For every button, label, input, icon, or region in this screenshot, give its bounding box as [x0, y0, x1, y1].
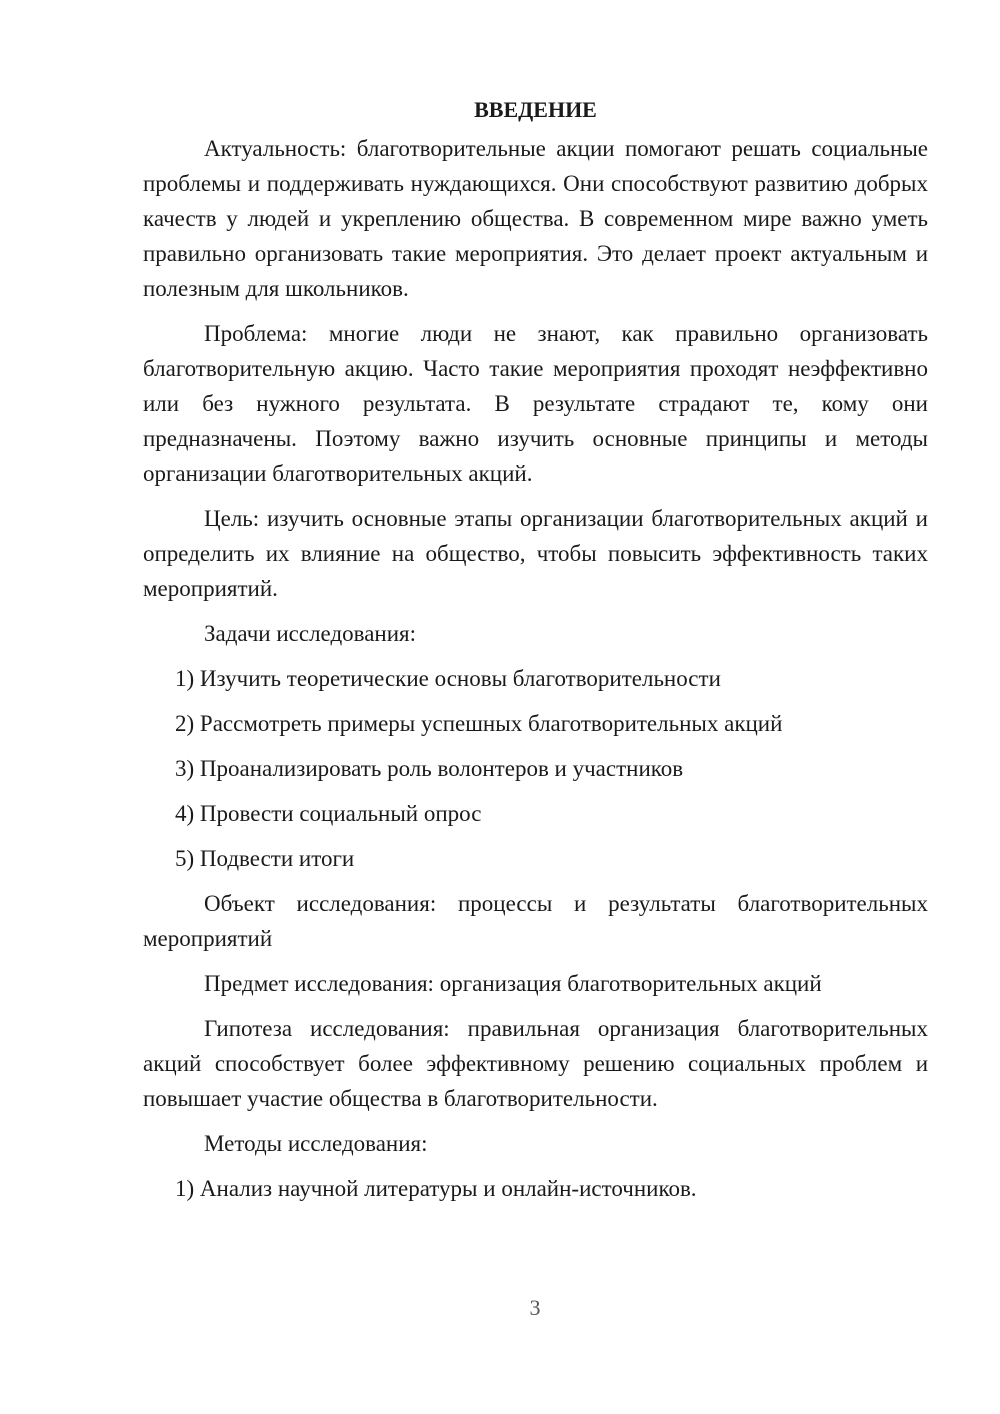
- task-item: 5) Подвести итоги: [175, 846, 355, 871]
- document-page: [143, 92, 928, 1216]
- relevance-paragraph: Актуальность: благотворительные акции помогают решать социальные проблемы и поддерживать нуждающихся. Они способствуют развитию добрых качеств у людей и укреплению общества. В современном мире важно уметь правильно организовать такие мероприятия. Это делает проект актуальным и полезным для школьников.: [143, 136, 928, 301]
- task-item: 1) Изучить теоретические основы благотворительности: [175, 666, 721, 691]
- tasks-heading: Задачи исследования:: [204, 621, 417, 646]
- task-item: 3) Проанализировать роль волонтеров и участников: [175, 756, 684, 781]
- task-item: 4) Провести социальный опрос: [175, 801, 482, 826]
- object-paragraph: Объект исследования: процессы и результаты благотворительных мероприятий: [143, 891, 928, 951]
- subject-paragraph: Предмет исследования: организация благотворительных акций: [204, 971, 822, 996]
- problem-paragraph: Проблема: многие люди не знают, как правильно организовать благотворительную акцию. Часто такие мероприятия проходят неэффективно или без нужного результата. В результате страдают те, кому они предназначены. Поэтому важно изучить основные принципы и методы организации благотворительных акций.: [143, 321, 928, 486]
- hypothesis-paragraph: Гипотеза исследования: правильная организация благотворительных акций способствует более эффективному решению социальных проблем и повышает участие общества в благотворительности.: [143, 1016, 928, 1111]
- document-title: ВВЕДЕНИЕ: [474, 97, 597, 122]
- page-number: 3: [529, 1295, 541, 1320]
- method-item: 1) Анализ научной литературы и онлайн-источников.: [175, 1176, 697, 1201]
- task-item: 2) Рассмотреть примеры успешных благотворительных акций: [175, 711, 783, 736]
- goal-paragraph: Цель: изучить основные этапы организации благотворительных акций и определить их влияние на общество, чтобы повысить эффективность таких мероприятий.: [143, 506, 928, 601]
- methods-heading: Методы исследования:: [204, 1131, 428, 1156]
